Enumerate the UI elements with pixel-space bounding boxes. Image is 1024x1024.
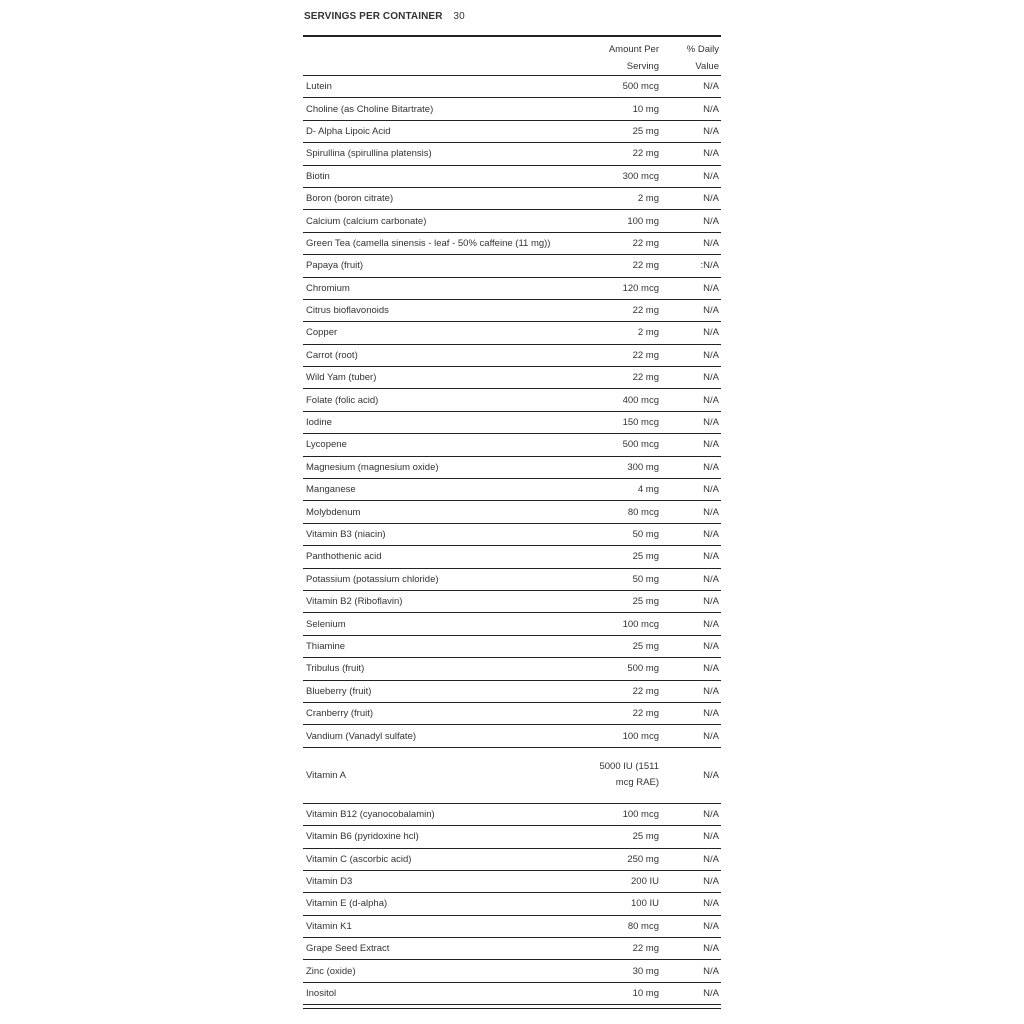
ingredient-name: Zinc (oxide) xyxy=(303,960,581,982)
daily-value: N/A xyxy=(661,915,721,937)
table-row xyxy=(303,344,721,366)
table-row xyxy=(303,120,721,142)
ingredient-name: Citrus bioflavonoids xyxy=(303,299,581,321)
table-row xyxy=(303,848,721,870)
amount-per-serving: 22 mg xyxy=(581,232,661,254)
daily-value: N/A xyxy=(661,456,721,478)
table-row xyxy=(303,893,721,915)
ingredient-name: Magnesium (magnesium oxide) xyxy=(303,456,581,478)
ingredient-name: Chromium xyxy=(303,277,581,299)
ingredient-name: Biotin xyxy=(303,165,581,187)
daily-value: N/A xyxy=(661,960,721,982)
amount-per-serving: 25 mg xyxy=(581,590,661,612)
ingredient-name: Vitamin D3 xyxy=(303,870,581,892)
daily-value: N/A xyxy=(661,98,721,120)
ingredient-name: Lutein xyxy=(303,76,581,98)
amount-per-serving: 100 mcg xyxy=(581,725,661,747)
daily-value: N/A xyxy=(661,143,721,165)
table-row xyxy=(303,434,721,456)
ingredient-name: Vitamin B6 (pyridoxine hcl) xyxy=(303,826,581,848)
ingredient-name: Green Tea (camella sinensis - leaf - 50% caffeine (11 mg)) xyxy=(303,232,581,254)
table-row xyxy=(303,187,721,209)
table-row xyxy=(303,501,721,523)
ingredient-name: Vitamin A xyxy=(303,747,581,803)
table-row xyxy=(303,98,721,120)
daily-value: N/A xyxy=(661,590,721,612)
ingredient-name: Folate (folic acid) xyxy=(303,389,581,411)
daily-value: N/A xyxy=(661,120,721,142)
table-row xyxy=(303,523,721,545)
table-body xyxy=(303,76,721,1005)
table-row xyxy=(303,870,721,892)
daily-value: N/A xyxy=(661,826,721,848)
servings-value: 30 xyxy=(453,11,465,22)
daily-value: N/A xyxy=(661,658,721,680)
ingredient-name: Wild Yam (tuber) xyxy=(303,367,581,389)
supplement-facts-table xyxy=(303,35,721,1009)
table-row xyxy=(303,210,721,232)
amount-per-serving: 500 mcg xyxy=(581,76,661,98)
amount-per-serving: 22 mg xyxy=(581,680,661,702)
table-row xyxy=(303,143,721,165)
daily-value: N/A xyxy=(661,982,721,1004)
amount-per-serving: 25 mg xyxy=(581,546,661,568)
amount-per-serving: 22 mg xyxy=(581,344,661,366)
ingredient-name: Vandium (Vanadyl sulfate) xyxy=(303,725,581,747)
table-row xyxy=(303,982,721,1004)
amount-per-serving: 150 mcg xyxy=(581,411,661,433)
table-row xyxy=(303,915,721,937)
ingredient-name: Vitamin C (ascorbic acid) xyxy=(303,848,581,870)
table-row xyxy=(303,826,721,848)
daily-value: N/A xyxy=(661,389,721,411)
table-row xyxy=(303,680,721,702)
ingredient-name: Manganese xyxy=(303,479,581,501)
table-row xyxy=(303,658,721,680)
ingredient-name: Potassium (potassium chloride) xyxy=(303,568,581,590)
table-row xyxy=(303,702,721,724)
amount-per-serving: 2 mg xyxy=(581,322,661,344)
amount-per-serving: 22 mg xyxy=(581,255,661,277)
ingredient-name: Lycopene xyxy=(303,434,581,456)
daily-value: N/A xyxy=(661,870,721,892)
amount-per-serving: 250 mg xyxy=(581,848,661,870)
daily-value: N/A xyxy=(661,187,721,209)
ingredient-name: Calcium (calcium carbonate) xyxy=(303,210,581,232)
daily-value: N/A xyxy=(661,210,721,232)
daily-value: N/A xyxy=(661,501,721,523)
ingredient-name: Blueberry (fruit) xyxy=(303,680,581,702)
daily-value: N/A xyxy=(661,344,721,366)
table-row xyxy=(303,725,721,747)
table-row xyxy=(303,299,721,321)
table-row xyxy=(303,635,721,657)
daily-value: N/A xyxy=(661,747,721,803)
table-header-row xyxy=(303,37,721,76)
table-row xyxy=(303,568,721,590)
amount-per-serving: 80 mcg xyxy=(581,915,661,937)
header-daily-value: % Daily Value xyxy=(661,37,721,76)
ingredient-name: Tribulus (fruit) xyxy=(303,658,581,680)
daily-value: N/A xyxy=(661,76,721,98)
ingredient-name: Spirullina (spirullina platensis) xyxy=(303,143,581,165)
ingredient-name: Papaya (fruit) xyxy=(303,255,581,277)
table-row xyxy=(303,456,721,478)
amount-per-serving: 22 mg xyxy=(581,299,661,321)
table-row xyxy=(303,590,721,612)
daily-value: N/A xyxy=(661,938,721,960)
amount-per-serving: 2 mg xyxy=(581,187,661,209)
amount-per-serving: 100 mcg xyxy=(581,803,661,825)
daily-value: :N/A xyxy=(661,255,721,277)
ingredient-name: Panthothenic acid xyxy=(303,546,581,568)
daily-value: N/A xyxy=(661,523,721,545)
amount-per-serving: 50 mg xyxy=(581,523,661,545)
amount-per-serving: 500 mcg xyxy=(581,434,661,456)
amount-per-serving: 300 mg xyxy=(581,456,661,478)
daily-value: N/A xyxy=(661,725,721,747)
table-row xyxy=(303,232,721,254)
amount-per-serving: 10 mg xyxy=(581,982,661,1004)
daily-value: N/A xyxy=(661,848,721,870)
ingredient-name: D- Alpha Lipoic Acid xyxy=(303,120,581,142)
table-row xyxy=(303,960,721,982)
amount-per-serving: 400 mcg xyxy=(581,389,661,411)
amount-per-serving: 50 mg xyxy=(581,568,661,590)
ingredient-name: Vitamin E (d-alpha) xyxy=(303,893,581,915)
amount-per-serving: 5000 IU (1511 mcg RAE) xyxy=(581,747,661,803)
bottom-rule xyxy=(303,1005,721,1009)
table-row xyxy=(303,479,721,501)
daily-value: N/A xyxy=(661,322,721,344)
ingredient-name: Vitamin B3 (niacin) xyxy=(303,523,581,545)
daily-value: N/A xyxy=(661,434,721,456)
amount-per-serving: 100 IU xyxy=(581,893,661,915)
servings-label: SERVINGS PER CONTAINER xyxy=(304,11,443,22)
daily-value: N/A xyxy=(661,479,721,501)
ingredient-name: Grape Seed Extract xyxy=(303,938,581,960)
daily-value: N/A xyxy=(661,411,721,433)
table-row xyxy=(303,165,721,187)
ingredient-name: Iodine xyxy=(303,411,581,433)
table-row xyxy=(303,613,721,635)
amount-per-serving: 10 mg xyxy=(581,98,661,120)
ingredient-name: Carrot (root) xyxy=(303,344,581,366)
table-row xyxy=(303,546,721,568)
table-row xyxy=(303,938,721,960)
daily-value: N/A xyxy=(661,367,721,389)
daily-value: N/A xyxy=(661,232,721,254)
table-row xyxy=(303,322,721,344)
ingredient-name: Cranberry (fruit) xyxy=(303,702,581,724)
table-row xyxy=(303,389,721,411)
daily-value: N/A xyxy=(661,568,721,590)
amount-per-serving: 22 mg xyxy=(581,702,661,724)
amount-per-serving: 500 mg xyxy=(581,658,661,680)
servings-per-container xyxy=(304,11,465,22)
amount-per-serving: 200 IU xyxy=(581,870,661,892)
ingredient-name: Inositol xyxy=(303,982,581,1004)
table-row xyxy=(303,803,721,825)
daily-value: N/A xyxy=(661,803,721,825)
amount-per-serving: 30 mg xyxy=(581,960,661,982)
ingredient-name: Vitamin B2 (Riboflavin) xyxy=(303,590,581,612)
ingredient-name: Thiamine xyxy=(303,635,581,657)
ingredient-name: Vitamin B12 (cyanocobalamin) xyxy=(303,803,581,825)
amount-per-serving: 120 mcg xyxy=(581,277,661,299)
ingredient-name: Selenium xyxy=(303,613,581,635)
amount-per-serving: 25 mg xyxy=(581,635,661,657)
table-row xyxy=(303,747,721,803)
table-row xyxy=(303,411,721,433)
ingredient-name: Molybdenum xyxy=(303,501,581,523)
amount-per-serving: 25 mg xyxy=(581,120,661,142)
table-row xyxy=(303,76,721,98)
daily-value: N/A xyxy=(661,277,721,299)
daily-value: N/A xyxy=(661,635,721,657)
amount-per-serving: 22 mg xyxy=(581,938,661,960)
amount-per-serving: 300 mcg xyxy=(581,165,661,187)
table-row xyxy=(303,277,721,299)
amount-per-serving: 25 mg xyxy=(581,826,661,848)
amount-per-serving: 4 mg xyxy=(581,479,661,501)
header-ingredient xyxy=(303,37,581,76)
amount-per-serving: 100 mg xyxy=(581,210,661,232)
amount-per-serving: 100 mcg xyxy=(581,613,661,635)
ingredient-name: Copper xyxy=(303,322,581,344)
ingredient-name: Boron (boron citrate) xyxy=(303,187,581,209)
amount-per-serving: 22 mg xyxy=(581,143,661,165)
daily-value: N/A xyxy=(661,893,721,915)
ingredient-name: Vitamin K1 xyxy=(303,915,581,937)
table-row xyxy=(303,255,721,277)
table-row xyxy=(303,367,721,389)
daily-value: N/A xyxy=(661,546,721,568)
daily-value: N/A xyxy=(661,165,721,187)
ingredient-name: Choline (as Choline Bitartrate) xyxy=(303,98,581,120)
amount-per-serving: 22 mg xyxy=(581,367,661,389)
daily-value: N/A xyxy=(661,680,721,702)
amount-per-serving: 80 mcg xyxy=(581,501,661,523)
daily-value: N/A xyxy=(661,702,721,724)
header-amount-per-serving: Amount Per Serving xyxy=(581,37,661,76)
daily-value: N/A xyxy=(661,613,721,635)
daily-value: N/A xyxy=(661,299,721,321)
